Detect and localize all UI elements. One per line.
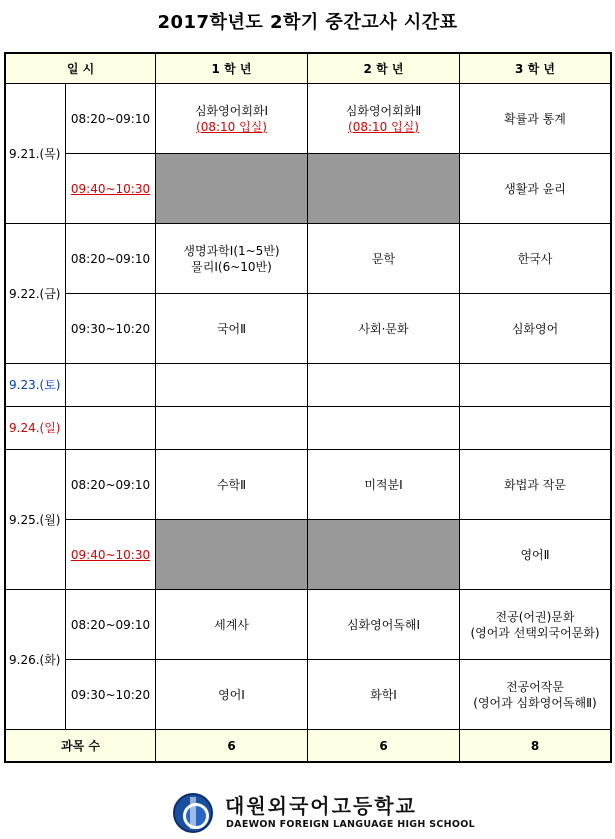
header-grade1: 1 학 년	[156, 54, 308, 84]
subject-cell: 심화영어독해Ⅰ	[308, 590, 460, 660]
date-cell: 9.21.(목)	[6, 84, 66, 224]
subject-cell	[156, 84, 308, 154]
subject-detail: (영어과 심화영어독해Ⅱ)	[473, 695, 597, 710]
table-row	[6, 450, 611, 520]
subject-cell: 사회·문화	[308, 294, 460, 364]
subject-count-grade3: 8	[460, 730, 611, 762]
subject-name: 생명과학Ⅰ(1~5반)	[183, 243, 280, 258]
time-cell: 09:40~10:30	[66, 520, 156, 590]
empty-cell	[66, 407, 156, 450]
time-cell: 08:20~09:10	[66, 224, 156, 294]
empty-cell	[156, 407, 308, 450]
date-cell: 9.22.(금)	[6, 224, 66, 364]
subject-cell	[156, 224, 308, 294]
table-row	[6, 660, 611, 730]
table-row	[6, 590, 611, 660]
subject-name: 심화영어회화Ⅰ	[194, 103, 269, 118]
subject-detail: (영어과 선택외국어문화)	[470, 625, 600, 640]
subject-count-grade1: 6	[156, 730, 308, 762]
date-cell: 9.24.(일)	[6, 407, 66, 450]
subject-cell	[460, 660, 611, 730]
time-cell: 09:30~10:20	[66, 660, 156, 730]
header-datetime: 일 시	[6, 54, 156, 84]
subject-count-grade2: 6	[308, 730, 460, 762]
empty-cell	[156, 364, 308, 407]
date-cell: 9.25.(월)	[6, 450, 66, 590]
time-cell: 08:20~09:10	[66, 450, 156, 520]
subject-name: 전공(어권)문화	[495, 609, 575, 624]
table-row	[6, 224, 611, 294]
header-grade3: 3 학 년	[460, 54, 611, 84]
subject-cell	[308, 84, 460, 154]
table-row	[6, 294, 611, 364]
subject-name: 전공어작문	[506, 679, 564, 694]
empty-shaded-cell	[156, 154, 308, 224]
empty-cell	[308, 364, 460, 407]
page-title: 2017학년도 2학기 중간고사 시간표	[157, 12, 458, 33]
date-cell: 9.26.(화)	[6, 590, 66, 730]
empty-cell	[460, 364, 611, 407]
subject-cell: 세계사	[156, 590, 308, 660]
subject-cell: 생활과 윤리	[460, 154, 611, 224]
table-header-row	[6, 54, 611, 84]
subject-cell: 심화영어	[460, 294, 611, 364]
table-row	[6, 407, 611, 450]
empty-cell	[308, 407, 460, 450]
empty-shaded-cell	[308, 520, 460, 590]
school-name-english: DAEWON FOREIGN LANGUAGE HIGH SCHOOL	[226, 819, 476, 830]
table-row	[6, 364, 611, 407]
subject-cell: 문학	[308, 224, 460, 294]
subject-cell: 화법과 작문	[460, 450, 611, 520]
empty-cell	[460, 407, 611, 450]
time-cell: 09:40~10:30	[66, 154, 156, 224]
exam-schedule-table	[5, 53, 611, 762]
subject-cell: 확률과 통계	[460, 84, 611, 154]
time-cell: 08:20~09:10	[66, 84, 156, 154]
subject-count-label: 과목 수	[6, 730, 156, 762]
empty-cell	[66, 364, 156, 407]
empty-shaded-cell	[156, 520, 308, 590]
subject-cell: 한국사	[460, 224, 611, 294]
subject-cell: 수학Ⅱ	[156, 450, 308, 520]
subject-cell: 영어Ⅱ	[460, 520, 611, 590]
school-logo-block	[0, 790, 615, 838]
subject-cell	[460, 590, 611, 660]
subject-name: 심화영어회화Ⅱ	[345, 103, 422, 118]
header-grade2: 2 학 년	[308, 54, 460, 84]
subject-cell: 미적분Ⅰ	[308, 450, 460, 520]
school-emblem-icon	[173, 793, 213, 833]
subject-cell: 영어Ⅰ	[156, 660, 308, 730]
subject-name: 물리Ⅰ(6~10반)	[191, 259, 272, 274]
subject-cell: 국어Ⅱ	[156, 294, 308, 364]
time-cell: 08:20~09:10	[66, 590, 156, 660]
subject-cell: 화학Ⅰ	[308, 660, 460, 730]
table-row	[6, 154, 611, 224]
date-cell: 9.23.(토)	[6, 364, 66, 407]
time-cell: 09:30~10:20	[66, 294, 156, 364]
entry-time-note: (08:10 입실)	[196, 119, 267, 134]
entry-time-note: (08:10 입실)	[348, 119, 419, 134]
table-row	[6, 84, 611, 154]
table-row	[6, 520, 611, 590]
empty-shaded-cell	[308, 154, 460, 224]
school-name-korean: 대원외국어고등학교	[225, 794, 417, 818]
subject-count-row	[6, 730, 611, 762]
